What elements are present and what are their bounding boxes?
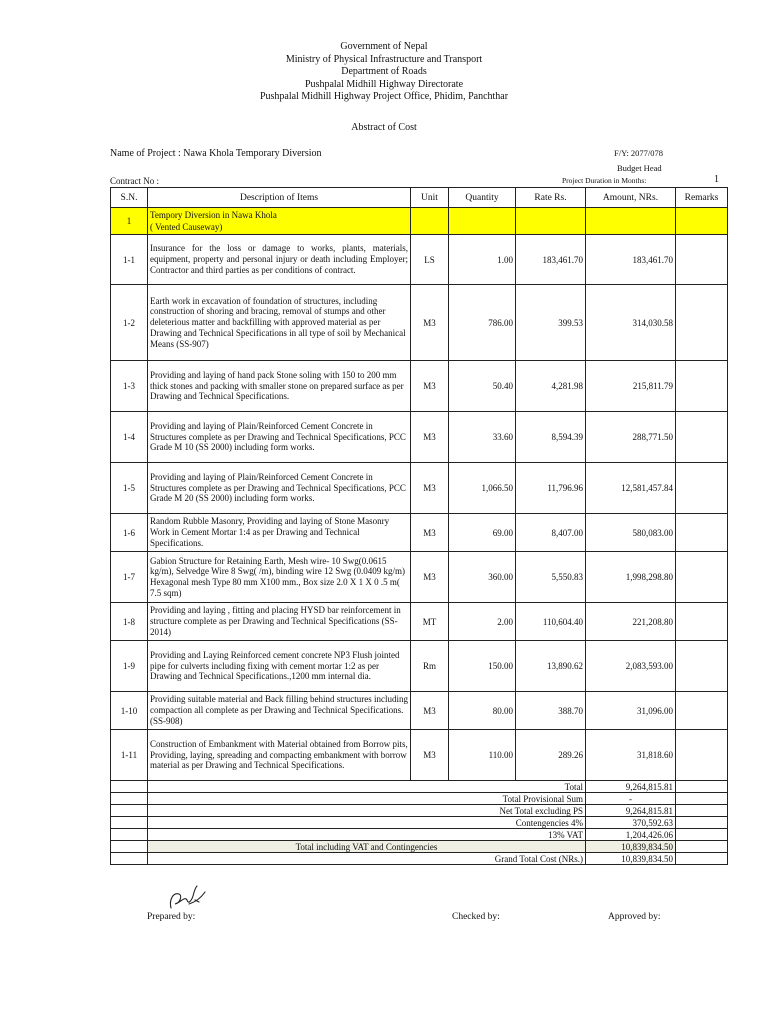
summary-row-provisional — [111, 793, 728, 805]
col-amount: Amount, NRs. — [586, 188, 676, 208]
item-amount: 1,998,298.80 — [586, 552, 676, 603]
item-description: Gabion Structure for Retaining Earth, Mesh wire- 10 Swg(0.0615 kg/m), Selvedge Wire 8 Swg( /m), binding wire 12 Swg (0.0409 kg/m) Hexagonal mesh Type 80 mm X100 mm., Box size 2.0 X 1 X 0 .5 m( 7.5 sqm) — [148, 552, 411, 603]
item-description: Insurance for the loss or damage to works, plants, materials, equipment, property and personal injury or death including Employer; Contractor and third parties as per conditions of contract. — [148, 235, 411, 285]
summary-label: Total — [148, 781, 586, 793]
item-rate: 8,594.39 — [516, 412, 586, 463]
item-quantity: 80.00 — [449, 692, 516, 730]
item-quantity: 110.00 — [449, 730, 516, 781]
summary-amount: 1,204,426.06 — [586, 829, 676, 841]
item-rate: 11,796.96 — [516, 463, 586, 514]
item-description: Providing and laying of Plain/Reinforced Cement Concrete in Structures complete as per Drawing and Technical Specifications, PCC Grade M 20 (SS 2000) including form works. — [148, 463, 411, 514]
item-sn: 1-5 — [111, 463, 148, 514]
item-sn: 1-7 — [111, 552, 148, 603]
fiscal-year: F/Y: 2077/078 — [614, 148, 664, 158]
item-unit: LS — [411, 235, 449, 285]
item-remarks — [676, 692, 728, 730]
item-quantity: 50.40 — [449, 361, 516, 412]
header-government: Government of Nepal — [340, 41, 428, 52]
summary-label: 13% VAT — [148, 829, 586, 841]
item-unit: Rm — [411, 641, 449, 692]
item-amount: 314,030.58 — [586, 285, 676, 361]
item-unit: M3 — [411, 412, 449, 463]
duration-value: 1 — [714, 174, 719, 185]
approved-by: Approved by: — [608, 912, 661, 922]
item-quantity: 786.00 — [449, 285, 516, 361]
item-rate: 110,604.40 — [516, 603, 586, 641]
item-unit: M3 — [411, 361, 449, 412]
duration-label: Project Duration in Months: — [562, 176, 647, 185]
item-remarks — [676, 361, 728, 412]
summary-row-total-incl-vat — [111, 841, 728, 853]
item-quantity: 150.00 — [449, 641, 516, 692]
letterhead — [0, 41, 768, 104]
item-rate: 5,550.83 — [516, 552, 586, 603]
item-description: Providing and laying of hand pack Stone soling with 150 to 200 mm thick stones and packing with smaller stone on prepared surface as per Drawing and Technical Specifications. — [148, 361, 411, 412]
item-unit: M3 — [411, 692, 449, 730]
item-amount: 221,208.80 — [586, 603, 676, 641]
col-sn: S.N. — [111, 188, 148, 208]
item-description: Providing and laying , fitting and placing HYSD bar reinforcement in structure complete as per Drawing and Technical Specifications (SS-2014) — [148, 603, 411, 641]
header-ministry: Ministry of Physical Infrastructure and Transport — [285, 53, 483, 65]
table-row — [111, 730, 728, 781]
item-sn: 1-3 — [111, 361, 148, 412]
item-rate: 399.53 — [516, 285, 586, 361]
item-sn: 1-11 — [111, 730, 148, 781]
summary-row-net-total — [111, 805, 728, 817]
item-sn: 1-9 — [111, 641, 148, 692]
table-row — [111, 603, 728, 641]
summary-label: Total including VAT and Contingencies — [148, 841, 586, 853]
header-department: Department of Roads — [341, 66, 427, 78]
table-row — [111, 285, 728, 361]
item-rate: 4,281.98 — [516, 361, 586, 412]
document-title: Abstract of Cost — [351, 122, 417, 133]
table-row — [111, 692, 728, 730]
item-unit: M3 — [411, 285, 449, 361]
project-name: Name of Project : Nawa Khola Temporary Diversion — [110, 148, 322, 159]
item-rate: 183,461.70 — [516, 235, 586, 285]
table-header-row — [111, 188, 728, 208]
item-unit: MT — [411, 603, 449, 641]
item-description: Providing and Laying Reinforced cement concrete NP3 Flush jointed pipe for culverts including fixing with cement mortar 1:2 as per Drawing and Technical Specifications.,1200 mm internal dia. — [148, 641, 411, 692]
table-row — [111, 552, 728, 603]
signature-graphic — [165, 882, 211, 912]
item-remarks — [676, 463, 728, 514]
item-remarks — [676, 603, 728, 641]
item-amount: 12,581,457.84 — [586, 463, 676, 514]
col-unit: Unit — [411, 188, 449, 208]
item-sn: 1-8 — [111, 603, 148, 641]
item-amount: 2,083,593.00 — [586, 641, 676, 692]
checked-by: Checked by: — [452, 912, 500, 922]
item-amount: 31,096.00 — [586, 692, 676, 730]
item-unit: M3 — [411, 514, 449, 552]
item-unit: M3 — [411, 730, 449, 781]
item-quantity: 1.00 — [449, 235, 516, 285]
item-quantity: 360.00 — [449, 552, 516, 603]
summary-row-grand-total — [111, 853, 728, 865]
group-row — [111, 208, 728, 235]
col-rate: Rate Rs. — [516, 188, 586, 208]
item-description: Providing and laying of Plain/Reinforced Cement Concrete in Structures complete as per Drawing and Technical Specifications, PCC Grade M 10 (SS 2000) including form works. — [148, 412, 411, 463]
item-description: Providing suitable material and Back filling behind structures including compaction all complete as per Drawing and Technical Specifications. (SS-908) — [148, 692, 411, 730]
summary-amount: 9,264,815.81 — [586, 805, 676, 817]
item-sn: 1-10 — [111, 692, 148, 730]
col-quantity: Quantity — [449, 188, 516, 208]
summary-row-vat — [111, 829, 728, 841]
item-amount: 580,083.00 — [586, 514, 676, 552]
summary-amount: 370,592.63 — [586, 817, 676, 829]
summary-label: Net Total excluding PS — [148, 805, 586, 817]
summary-row-total — [111, 781, 728, 793]
item-unit: M3 — [411, 463, 449, 514]
item-quantity: 1,066.50 — [449, 463, 516, 514]
item-unit: M3 — [411, 552, 449, 603]
header-directorate: Pushpalal Midhill Highway Directorate — [304, 78, 464, 90]
item-sn: 1-2 — [111, 285, 148, 361]
table-row — [111, 641, 728, 692]
item-amount: 31,818.60 — [586, 730, 676, 781]
summary-label: Grand Total Cost (NRs.) — [148, 853, 586, 865]
item-rate: 388.70 — [516, 692, 586, 730]
summary-amount: - — [586, 793, 676, 805]
abstract-of-cost-table — [110, 187, 728, 865]
item-sn: 1-6 — [111, 514, 148, 552]
contract-no: Contract No : — [110, 176, 159, 186]
header-project-office: Pushpalal Midhill Highway Project Office, Phidim, Panchthar — [259, 91, 509, 103]
item-rate: 13,890.62 — [516, 641, 586, 692]
table-row — [111, 412, 728, 463]
item-amount: 215,811.79 — [586, 361, 676, 412]
summary-amount: 9,264,815.81 — [586, 781, 676, 793]
group-title-line1: Tempory Diversion in Nawa Khola — [150, 210, 277, 220]
col-description: Description of Items — [148, 188, 411, 208]
group-title — [148, 208, 411, 235]
prepared-by: Prepared by: — [147, 912, 196, 922]
item-remarks — [676, 552, 728, 603]
item-quantity: 69.00 — [449, 514, 516, 552]
group-title-line2: ( Vented Causeway) — [150, 222, 223, 232]
item-description: Random Rubble Masonry, Providing and laying of Stone Masonry Work in Cement Mortar 1:4 as per Drawing and Technical Specifications. — [148, 514, 411, 552]
item-sn: 1-1 — [111, 235, 148, 285]
col-remarks: Remarks — [676, 188, 728, 208]
item-quantity: 2.00 — [449, 603, 516, 641]
item-description: Earth work in excavation of foundation of structures, including construction of shoring and bracing, removal of stumps and other deleterious matter and backfilling with approved material as per Drawing and Technical Specifications in all type of soil by Mechanical Means (SS-907) — [148, 285, 411, 361]
table-row — [111, 361, 728, 412]
item-amount: 183,461.70 — [586, 235, 676, 285]
item-remarks — [676, 514, 728, 552]
item-description: Construction of Embankment with Material obtained from Borrow pits, Providing, laying, spreading and compacting embankment with borrow material as per Drawing and Technical Specifications. — [148, 730, 411, 781]
item-rate: 289.26 — [516, 730, 586, 781]
item-remarks — [676, 641, 728, 692]
item-remarks — [676, 285, 728, 361]
budget-head: Budget Head — [617, 163, 662, 173]
item-remarks — [676, 235, 728, 285]
summary-amount: 10,839,834.50 — [586, 853, 676, 865]
summary-label: Contengencies 4% — [148, 817, 586, 829]
table-row — [111, 463, 728, 514]
item-remarks — [676, 412, 728, 463]
table-row — [111, 235, 728, 285]
summary-label: Total Provisional Sum — [148, 793, 586, 805]
summary-row-contingencies — [111, 817, 728, 829]
summary-amount: 10,839,834.50 — [586, 841, 676, 853]
table-row — [111, 514, 728, 552]
group-sn: 1 — [111, 208, 148, 235]
item-sn: 1-4 — [111, 412, 148, 463]
item-quantity: 33.60 — [449, 412, 516, 463]
item-rate: 8,407.00 — [516, 514, 586, 552]
item-remarks — [676, 730, 728, 781]
item-amount: 288,771.50 — [586, 412, 676, 463]
